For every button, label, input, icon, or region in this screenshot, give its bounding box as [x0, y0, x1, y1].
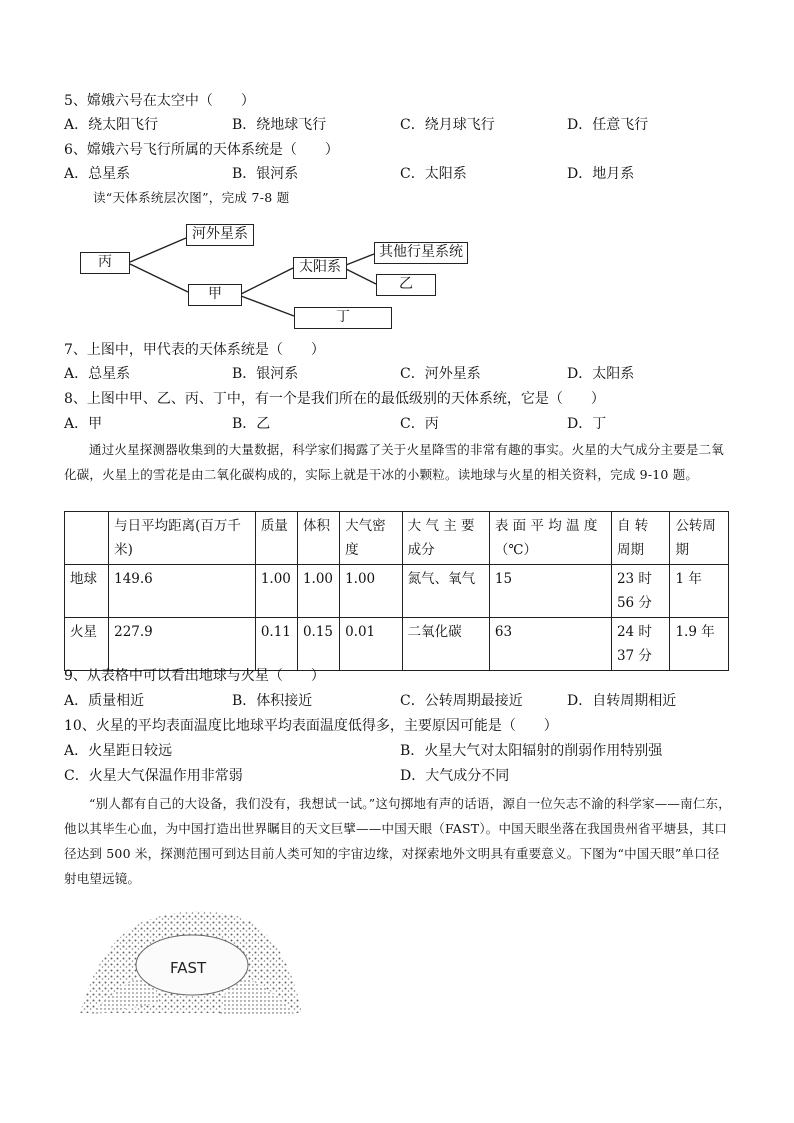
- question-7-stem: 7、上图中，甲代表的天体系统是（ ）: [64, 342, 325, 358]
- table-cell: 地球: [65, 565, 109, 618]
- table-row: [65, 618, 729, 671]
- box-yi-label: 乙: [399, 276, 413, 292]
- question-6-options: [64, 164, 744, 184]
- q10-option-b[interactable]: B．火星大气对太阳辐射的削弱作用特别强: [400, 743, 663, 759]
- q7-option-c[interactable]: C．河外星系: [400, 366, 481, 382]
- box-jia: [188, 284, 242, 306]
- q8-option-a[interactable]: A．甲: [64, 416, 103, 432]
- table-cell: 1.00: [297, 565, 339, 618]
- q9-option-a[interactable]: A．质量相近: [64, 693, 145, 709]
- box-extragalactic: [186, 224, 254, 246]
- box-bing-label: 丙: [98, 254, 112, 270]
- table-header-cell: 大 气 主 要成分: [402, 512, 489, 565]
- table-header-cell: 表 面 平 均 温 度（℃）: [489, 512, 611, 565]
- question-10-options-ab: [64, 741, 744, 761]
- table-cell: 15: [489, 565, 611, 618]
- box-bing: [80, 252, 130, 274]
- question-5-options: [64, 115, 744, 135]
- table-cell: 1.9 年: [670, 618, 729, 671]
- table-cell: 1 年: [670, 565, 729, 618]
- question-10-options-cd: [64, 766, 744, 786]
- box-jia-label: 甲: [208, 286, 222, 302]
- table-cell: 1.00: [340, 565, 403, 618]
- table-header-cell: 与日平均距离(百万千米): [109, 512, 256, 565]
- question-7-options: [64, 364, 744, 384]
- celestial-hierarchy-diagram: [76, 216, 476, 336]
- table-cell: 0.01: [340, 618, 403, 671]
- table-header-cell: 质量: [255, 512, 297, 565]
- q9-option-c[interactable]: C．公转周期最接近: [400, 693, 523, 709]
- table-row: [65, 565, 729, 618]
- q9-option-b[interactable]: B．体积接近: [232, 693, 313, 709]
- table-cell: 23 时 56 分: [611, 565, 669, 618]
- q8-option-b[interactable]: B．乙: [232, 416, 271, 432]
- q5-option-a[interactable]: A．绕太阳飞行: [64, 117, 159, 133]
- box-ding: [294, 307, 392, 329]
- table-cell: 227.9: [109, 618, 256, 671]
- mars-intro-paragraph: 通过火星探测器收集到的大量数据，科学家们揭露了关于火星降雪的非常有趣的事实。火星的大气成分主要是二氧化碳，火星上的雪花是由二氧化碳构成的，实际上就是干冰的小颗粒。读地球与火星的相关资料，完成 9-10 题。: [64, 442, 725, 482]
- table-header-cell: 自 转 周期: [611, 512, 669, 565]
- fast-intro-paragraph: “别人都有自己的大设备，我们没有，我想试一试。”这句掷地有声的话语，源自一位矢志不渝的科学家——南仁东，他以其毕生心血，为中国打造出世界瞩目的天文巨擘——中国天眼（FAST）。中国天眼坐落在我国贵州省平塘县，其口径达到 500 米，探测范围可到达目前人类可知的宇宙边缘，对探索地外文明具有重要意义。下图为“中国天眼”单口径射电望远镜。: [64, 796, 731, 886]
- q6-option-c[interactable]: C．太阳系: [400, 166, 467, 182]
- table-cell: 1.00: [255, 565, 297, 618]
- q9-option-d[interactable]: D．自转周期相近: [567, 693, 677, 709]
- question-9-options: [64, 691, 744, 711]
- box-ding-label: 丁: [336, 309, 350, 325]
- q8-option-d[interactable]: D．丁: [567, 416, 607, 432]
- q5-option-d[interactable]: D．任意飞行: [567, 117, 649, 133]
- fast-telescope-photo: [80, 903, 302, 1023]
- table-cell: 0.11: [255, 618, 297, 671]
- table-header-cell: 体积: [297, 512, 339, 565]
- question-8-stem: 8、上图中甲、乙、丙、丁中，有一个是我们所在的最低级别的天体系统，它是（ ）: [64, 391, 605, 407]
- box-solar-system-label: 太阳系: [299, 259, 341, 275]
- question-10-stem: 10、火星的平均表面温度比地球平均表面温度低得多，主要原因可能是（ ）: [64, 718, 558, 734]
- diagram-caption: 读“天体系统层次图”，完成 7-8 题: [93, 190, 290, 205]
- table-header-cell: [65, 512, 109, 565]
- box-yi: [376, 274, 436, 296]
- table-cell: 火星: [65, 618, 109, 671]
- connector-root-extragalactic: [130, 238, 186, 262]
- question-6-stem: 6、嫦娥六号飞行所属的天体系统是（ ）: [64, 142, 339, 158]
- table-cell: 149.6: [109, 565, 256, 618]
- box-other-planets: [374, 242, 468, 264]
- q6-option-b[interactable]: B．银河系: [232, 166, 299, 182]
- earth-mars-table: [64, 511, 729, 671]
- q6-option-d[interactable]: D．地月系: [567, 166, 635, 182]
- box-solar-system: [293, 257, 347, 279]
- photo-label: FAST: [170, 959, 207, 977]
- connector-jia-ding: [241, 296, 294, 316]
- q7-option-b[interactable]: B．银河系: [232, 366, 299, 382]
- connector-solar-other: [346, 254, 374, 265]
- table-cell: 氮气、氧气: [402, 565, 489, 618]
- question-8-options: [64, 414, 744, 434]
- box-other-planets-label: 其他行星系统: [379, 244, 463, 260]
- question-9-stem: 9、从表格中可以看出地球与火星（ ）: [64, 668, 325, 684]
- table-header-cell: 公转周期: [670, 512, 729, 565]
- connector-jia-solar: [241, 268, 293, 294]
- table-cell: 二氧化碳: [402, 618, 489, 671]
- fast-telescope-illustration: [80, 903, 302, 1023]
- q5-option-c[interactable]: C．绕月球飞行: [400, 117, 495, 133]
- table-header-cell: 大气密度: [340, 512, 403, 565]
- q5-option-b[interactable]: B．绕地球飞行: [232, 117, 327, 133]
- q7-option-a[interactable]: A．总星系: [64, 366, 131, 382]
- q7-option-d[interactable]: D．太阳系: [567, 366, 635, 382]
- table-header-row: [65, 512, 729, 565]
- q6-option-a[interactable]: A．总星系: [64, 166, 131, 182]
- connector-solar-yi: [346, 269, 376, 284]
- box-extragalactic-label: 河外星系: [192, 226, 248, 242]
- q10-option-c[interactable]: C．火星大气保温作用非常弱: [64, 768, 243, 784]
- table-cell: 24 时 37 分: [611, 618, 669, 671]
- q10-option-a[interactable]: A．火星距日较远: [64, 743, 173, 759]
- q8-option-c[interactable]: C．丙: [400, 416, 439, 432]
- question-5-stem: 5、嫦娥六号在太空中（ ）: [64, 93, 255, 109]
- table-cell: 0.15: [297, 618, 339, 671]
- connector-root-jia: [130, 264, 188, 292]
- table-cell: 63: [489, 618, 611, 671]
- q10-option-d[interactable]: D．大气成分不同: [400, 768, 510, 784]
